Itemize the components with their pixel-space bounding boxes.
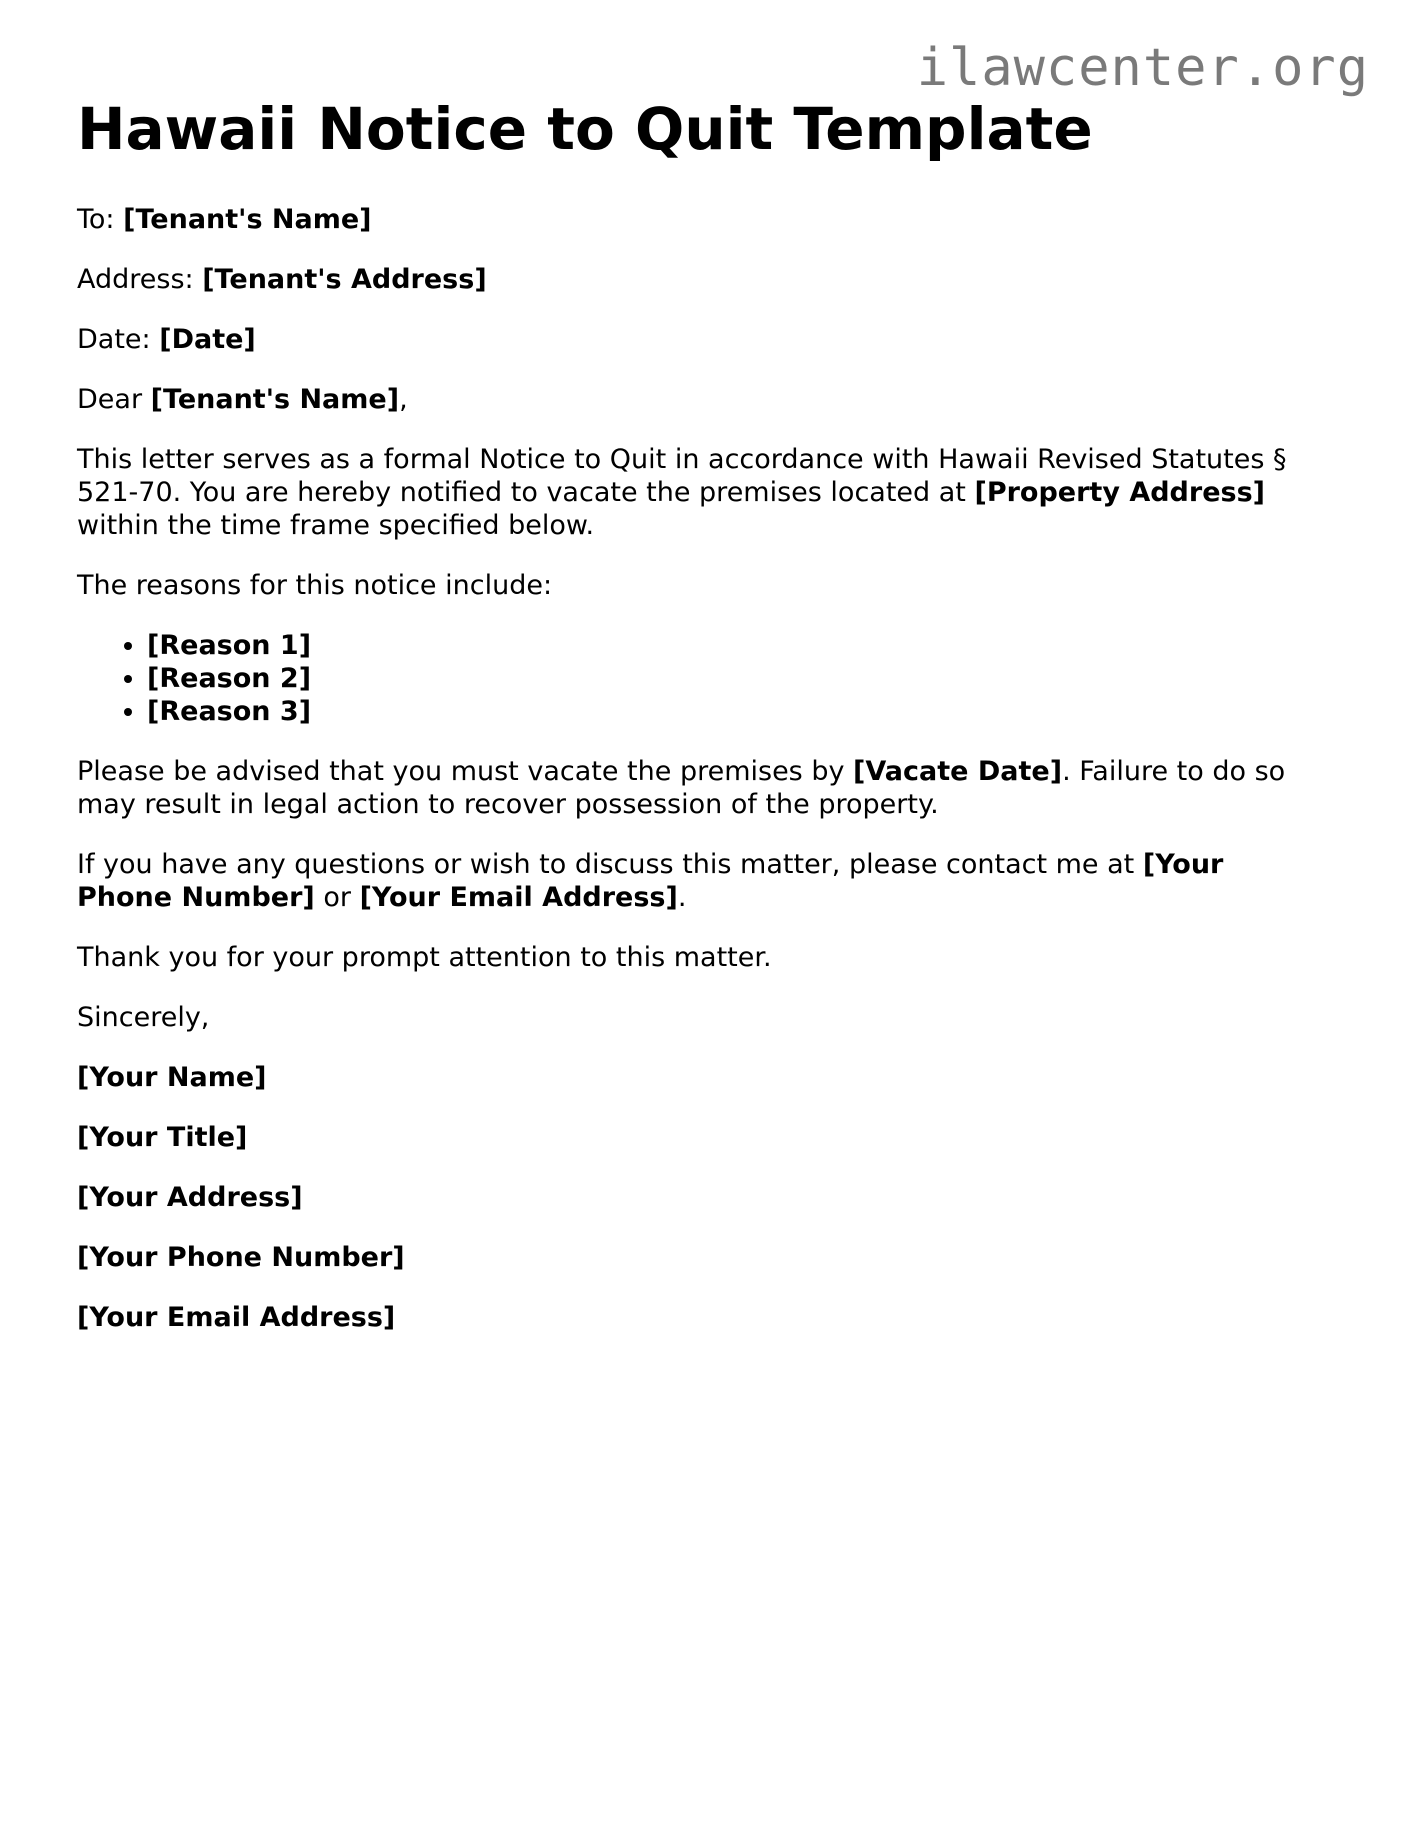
greeting-name: [Tenant's Name] xyxy=(150,383,400,415)
reason-item: • [Reason 3] xyxy=(147,695,1327,728)
reason-item: • [Reason 2] xyxy=(147,662,1327,695)
intro-text-2: within the time frame specified below. xyxy=(77,509,595,541)
signature-email: [Your Email Address] xyxy=(77,1301,396,1333)
to-label: To: xyxy=(77,203,115,235)
greeting xyxy=(77,383,1327,416)
reason-item: • [Reason 1] xyxy=(147,629,1327,662)
date-label: Date: xyxy=(77,323,151,355)
reasons-list xyxy=(77,629,1327,728)
date-line xyxy=(77,323,1327,356)
page-title: Hawaii Notice to Quit Template xyxy=(77,95,1093,163)
address-label: Address: xyxy=(77,263,194,295)
vacate-text-2: . Failure to do so may result in legal action to recover possession of the property. xyxy=(77,755,1286,820)
contact-or: or xyxy=(323,881,351,913)
greeting-suffix: , xyxy=(399,383,408,415)
reasons-intro: The reasons for this notice include: xyxy=(77,569,553,601)
contact-end: . xyxy=(677,881,687,913)
contact-text: If you have any questions or wish to discuss this matter, please contact me at xyxy=(77,848,1135,880)
vacate-paragraph xyxy=(77,755,1327,821)
intro-paragraph xyxy=(77,443,1327,542)
vacate-date: [Vacate Date] xyxy=(853,755,1063,787)
address-line xyxy=(77,263,1327,296)
date-value: [Date] xyxy=(159,323,256,355)
greeting-prefix: Dear xyxy=(77,383,143,415)
address-value: [Tenant's Address] xyxy=(202,263,487,295)
signature-block xyxy=(77,1061,1327,1334)
signature-title: [Your Title] xyxy=(77,1121,248,1153)
contact-email: [Your Email Address] xyxy=(359,881,678,913)
signature-address: [Your Address] xyxy=(77,1181,303,1213)
watermark: ilawcenter.org xyxy=(916,38,1369,98)
signature-phone: [Your Phone Number] xyxy=(77,1241,405,1273)
property-address: [Property Address] xyxy=(974,476,1265,508)
contact-paragraph xyxy=(77,848,1327,914)
contact-phone: [Your Phone Number] xyxy=(77,848,1224,913)
intro-text-1: This letter serves as a formal Notice to Quit in accordance with Hawaii Revised Statutes § 521-70. You are hereby notified to vacate the premises located at xyxy=(77,443,1287,508)
closing-line: Sincerely, xyxy=(77,1001,210,1033)
to-line xyxy=(77,203,1327,236)
thanks-line: Thank you for your prompt attention to this matter. xyxy=(77,941,772,973)
document-page xyxy=(77,96,1327,1361)
signature-name: [Your Name] xyxy=(77,1061,267,1093)
to-value: [Tenant's Name] xyxy=(123,203,372,235)
vacate-text-1: Please be advised that you must vacate the premises by xyxy=(77,755,845,787)
